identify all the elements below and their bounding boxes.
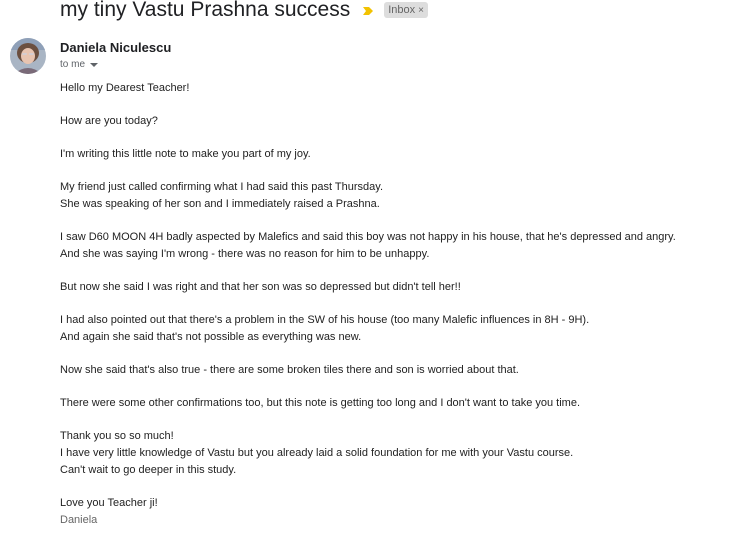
body-line: I have very little knowledge of Vastu but you already laid a solid foundation for me with your Vastu course. (60, 447, 574, 459)
email-body (60, 80, 725, 529)
body-paragraph: But now she said I was right and that her son was so depressed but didn't tell her!! (60, 281, 461, 293)
importance-marker-icon[interactable] (362, 4, 374, 16)
body-line: I saw D60 MOON 4H badly aspected by Malefics and said this boy was not happy in his house, that he's depressed and angry. (60, 231, 676, 243)
recipient-label: to me (60, 59, 86, 70)
email-subject: my tiny Vastu Prashna success (60, 0, 351, 21)
body-line: Thank you so so much! (60, 430, 174, 442)
caret-down-icon[interactable] (90, 63, 98, 67)
body-paragraph: There were some other confirmations too, but this note is getting too long and I don't want to take you time. (60, 397, 581, 409)
signature: Daniela (60, 514, 98, 526)
body-line: I had also pointed out that there's a problem in the SW of his house (too many Malefic influences in 8H - 9H). (60, 314, 590, 326)
greeting: Hello my Dearest Teacher! (60, 82, 190, 94)
label-text: Inbox (388, 4, 416, 16)
recipient-details[interactable] (60, 59, 98, 70)
sender-name[interactable]: Daniela Niculescu (60, 40, 172, 55)
body-paragraph: I'm writing this little note to make you part of my joy. (60, 148, 311, 160)
body-paragraph: How are you today? (60, 115, 158, 127)
body-line: And again she said that's not possible as everything was new. (60, 331, 362, 343)
body-paragraph: Now she said that's also true - there are some broken tiles there and son is worried about that. (60, 364, 519, 376)
body-line: She was speaking of her son and I immediately raised a Prashna. (60, 198, 380, 210)
body-line: Can't wait to go deeper in this study. (60, 464, 237, 476)
closing: Love you Teacher ji! (60, 497, 158, 509)
subject-row (60, 0, 428, 26)
inbox-label-chip[interactable] (384, 2, 428, 18)
body-line: My friend just called confirming what I had said this past Thursday. (60, 181, 384, 193)
avatar[interactable] (10, 38, 46, 74)
close-icon[interactable]: × (418, 4, 424, 16)
body-line: And she was saying I'm wrong - there was no reason for him to be unhappy. (60, 248, 430, 260)
